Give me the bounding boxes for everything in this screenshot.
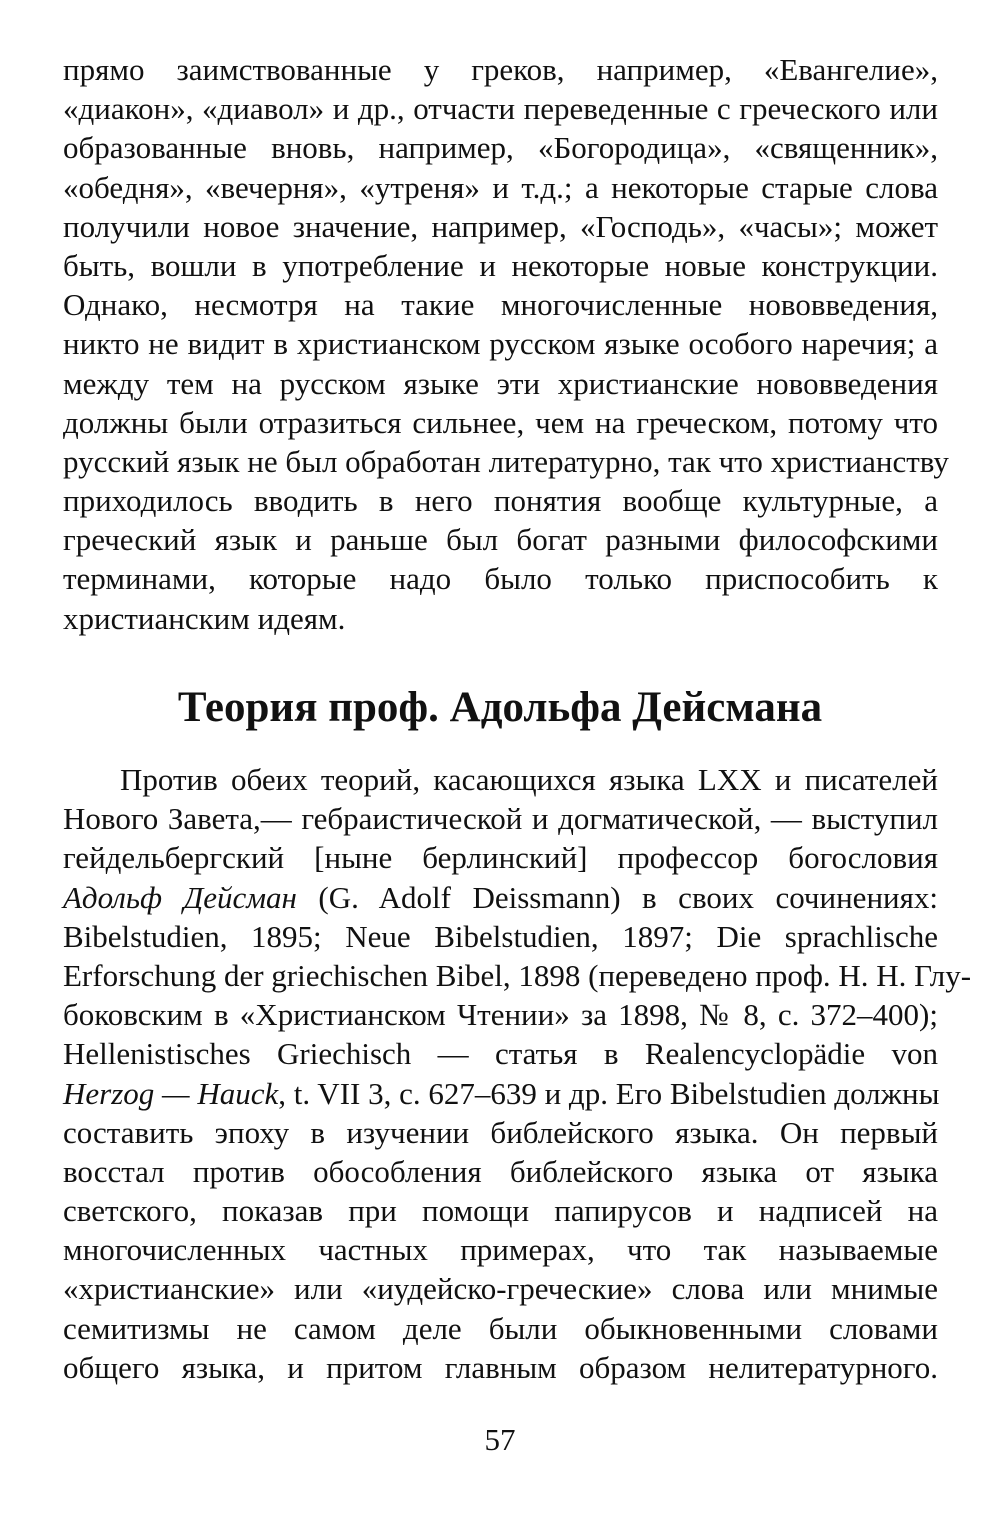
text-line: христианским идеям. — [63, 600, 346, 636]
text-line: боковским в «Христианском Чтении» за 1898, № 8, с. 372–400); — [63, 997, 938, 1033]
author-name-italic: Адольф Дейсман — [63, 879, 297, 915]
text-line: многочисленных частных примерах, что так называемые — [63, 1232, 938, 1268]
text-line: семитизмы не самом деле были обыкновенными словами — [63, 1310, 938, 1346]
text-line: Против обеих теорий, касающихся языка LXX и писателей — [120, 762, 938, 797]
text-line: светского, показав при помощи папирусов и надписей на — [63, 1193, 938, 1229]
editors-italic: Herzog — Hauck — [63, 1075, 279, 1111]
text-line: получили новое значение, например, «Господь», «часы»; может — [63, 208, 938, 244]
text-line: Нового Завета,— гебраистической и догматической, — выступил — [63, 801, 938, 837]
text-line: между тем на русском языке эти христианские нововведения — [63, 365, 938, 401]
text-fragment: (G. Adolf Deissmann) в своих сочинениях: — [296, 879, 938, 915]
text-line: гейдельбергский [ныне берлинский] профессор богословия — [63, 840, 938, 876]
section-heading: Теория проф. Адольфа Дейсмана — [177, 684, 823, 731]
text-line: образованные вновь, например, «Богородица», «священник», — [63, 130, 938, 166]
text-line: «обедня», «вечерня», «утреня» и т.д.; а некоторые старые слова — [63, 169, 938, 205]
text-line: должны были отразиться сильнее, чем на греческом, потому что — [63, 404, 938, 440]
page-number: 57 — [484, 1422, 516, 1457]
text-line: приходилось вводить в него понятия вообще культурные, а — [63, 483, 938, 519]
text-line: Однако, несмотря на такие многочисленные нововведения, — [63, 287, 938, 323]
text-line: составить эпоху в изучении библейского языка. Он первый — [63, 1114, 938, 1150]
text-line: русский язык не был обработан литературно, так что христианству — [63, 443, 949, 479]
text-line: «диакон», «диавол» и др., отчасти переведенные с греческого или — [63, 91, 938, 127]
text-line: общего языка, и притом главным образом нелитературного. — [63, 1349, 938, 1385]
text-line: Bibelstudien, 1895; Neue Bibelstudien, 1897; Die sprachlische — [63, 918, 938, 954]
text-line: восстал против обособления библейского языка от языка — [63, 1153, 938, 1189]
text-line: терминами, которые надо было только приспособить к — [63, 561, 938, 597]
text-fragment: , t. VII 3, с. 627–639 и др. Его Bibelstudien должны — [278, 1075, 940, 1111]
text-line: Hellenistisches Griechisch — статья в Realencyclopädie von — [63, 1036, 938, 1072]
text-line — [63, 1074, 938, 1113]
text-line: «христианские» или «иудейско-греческие» слова или мнимые — [63, 1271, 938, 1307]
paragraph-deissmann — [63, 760, 972, 1387]
text-line: быть, вошли в употребление и некоторые новые конструкции. — [63, 247, 938, 283]
text-line: греческий язык и раньше был богат разными философскими — [63, 522, 938, 558]
text-line: Erforschung der griechischen Bibel, 1898 (переведено проф. Н. Н. Глу- — [63, 957, 972, 993]
text-line: никто не видит в христианском русском языке особого наречия; а — [63, 326, 938, 362]
paragraph-continued — [63, 50, 949, 638]
text-line — [63, 878, 938, 917]
text-line: прямо заимствованные у греков, например, «Евангелие», — [63, 52, 938, 87]
